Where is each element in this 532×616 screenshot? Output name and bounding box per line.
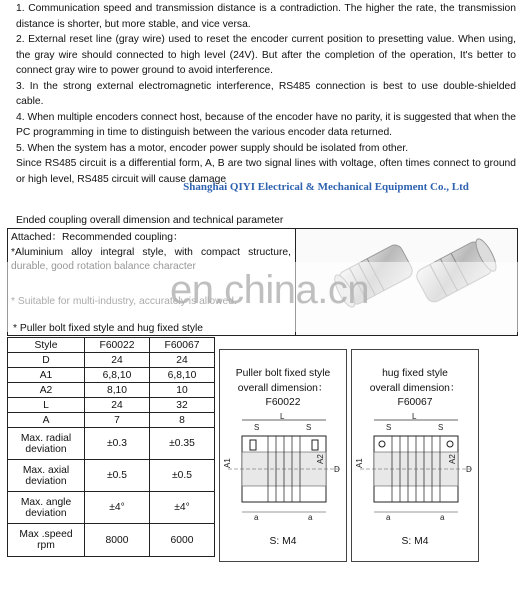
note-6: Since RS485 circuit is a differential form, A, B are two signal lines with voltage, often times connect to ground or high level, RS485 circuit will cause damage xyxy=(16,158,516,185)
table-row xyxy=(8,398,215,413)
screw-size-1: S: M4 xyxy=(269,536,297,547)
note-5: 5. When the system has a motor, encoder power supply should be isolated from other. xyxy=(16,142,409,154)
puller-bolt-drawing xyxy=(224,414,344,524)
style-types-line: * Puller bolt fixed style and hug fixed style xyxy=(13,323,204,334)
param-name: Max .speed rpm xyxy=(8,524,85,557)
param-name: D xyxy=(8,353,85,368)
table-row xyxy=(8,368,215,383)
value-f60022: ±0.3 xyxy=(85,428,150,460)
dim-D-1: D xyxy=(334,465,340,474)
param-name: A1 xyxy=(8,368,85,383)
spec-table xyxy=(7,337,215,557)
dim-S-2a: S xyxy=(386,423,392,432)
param-name: L xyxy=(8,398,85,413)
dim-S-1b: S xyxy=(306,423,312,432)
diagram-model-2: F60067 xyxy=(397,397,433,408)
hug-fixed-diagram xyxy=(351,349,479,562)
header-style: Style xyxy=(8,338,85,353)
value-f60067: 24 xyxy=(150,353,215,368)
diagram-title-1: Puller bolt fixed style xyxy=(235,368,331,379)
note-2: 2. External reset line (gray wire) used to reset the encoder current position to presetting value. When using, the gray wire should connected to high level (24V). But after the completion of the operation, It's better to connect gray wire to power ground to avoid interference. xyxy=(16,34,516,76)
note-4: 4. When multiple encoders connect host, because of the encoder have no parity, it is suggested that when the PC programming in time to distinguish between the various encoder data returned. xyxy=(16,111,516,138)
company-name xyxy=(0,181,532,193)
table-row xyxy=(8,460,215,492)
value-f60067: ±0.5 xyxy=(150,460,215,492)
value-f60067: ±4° xyxy=(150,492,215,524)
value-f60022: 8,10 xyxy=(85,383,150,398)
dim-A2-2: A2 xyxy=(448,454,457,464)
value-f60067: 10 xyxy=(150,383,215,398)
value-f60022: 6,8,10 xyxy=(85,368,150,383)
diagram-subtitle-1: overall dimension： xyxy=(237,383,329,394)
feature-line: *Aluminium alloy integral style, with compact structure, xyxy=(11,247,291,258)
param-name: Max. angle deviation xyxy=(8,492,85,524)
value-f60022: ±4° xyxy=(85,492,150,524)
param-name: Max. axial deviation xyxy=(8,460,85,492)
value-f60067: ±0.35 xyxy=(150,428,215,460)
value-f60022: 24 xyxy=(85,353,150,368)
watermark-text: en.china.cn xyxy=(170,268,370,312)
param-name: A xyxy=(8,413,85,428)
value-f60022: 24 xyxy=(85,398,150,413)
note-3: 3. In the strong external electromagnetic interference, RS485 connection is best to use double-shielded cable. xyxy=(16,80,516,107)
hug-fixed-drawing xyxy=(356,414,476,524)
value-f60022: 7 xyxy=(85,413,150,428)
value-f60067: 32 xyxy=(150,398,215,413)
puller-bolt-diagram xyxy=(219,349,347,562)
dim-a-2b: a xyxy=(440,513,445,522)
screw-size-2: S: M4 xyxy=(401,536,429,547)
value-f60067: 8 xyxy=(150,413,215,428)
note-1: 1. Communication speed and transmission distance is a contradiction. The higher the rate, the transmission distance is shorter, but more stable, and vice versa. xyxy=(16,3,516,30)
diagram-title-2: hug fixed style xyxy=(382,368,448,379)
param-name: Max. radial deviation xyxy=(8,428,85,460)
value-f60067: 6000 xyxy=(150,524,215,557)
table-row xyxy=(8,383,215,398)
dim-L-2: L xyxy=(412,412,417,421)
table-header-row xyxy=(8,338,215,353)
dim-a-1a: a xyxy=(254,513,259,522)
header-f60067: F60067 xyxy=(150,338,215,353)
table-row xyxy=(8,413,215,428)
table-row xyxy=(8,492,215,524)
value-f60022: ±0.5 xyxy=(85,460,150,492)
dim-L-1: L xyxy=(280,412,285,421)
header-f60022: F60022 xyxy=(85,338,150,353)
value-f60067: 6,8,10 xyxy=(150,368,215,383)
diagram-model-1: F60022 xyxy=(265,397,301,408)
dim-S-2b: S xyxy=(438,423,444,432)
diagram-subtitle-2: overall dimension： xyxy=(369,383,461,394)
dim-A1-1: A1 xyxy=(223,458,232,468)
table-row xyxy=(8,524,215,557)
table-row xyxy=(8,353,215,368)
table-row xyxy=(8,428,215,460)
value-f60022: 8000 xyxy=(85,524,150,557)
dim-S-1a: S xyxy=(254,423,260,432)
dim-a-1b: a xyxy=(308,513,313,522)
dim-A2-1: A2 xyxy=(316,454,325,464)
param-name: A2 xyxy=(8,383,85,398)
dim-D-2: D xyxy=(466,465,472,474)
dim-A1-2: A1 xyxy=(355,458,364,468)
section-title: Ended coupling overall dimension and technical parameter xyxy=(16,215,284,226)
technical-notes xyxy=(16,1,516,187)
attached-line: Attached：Recommended coupling： xyxy=(11,232,184,243)
dim-a-2a: a xyxy=(386,513,391,522)
company-name-text: Shanghai QIYI Electrical & Mechanical Equipment Co., Ltd xyxy=(183,181,469,193)
